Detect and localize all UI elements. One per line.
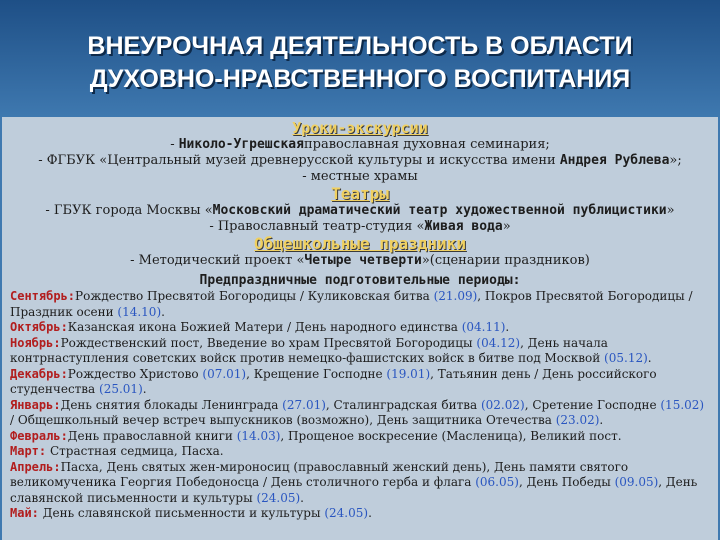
date-label: (23.02) bbox=[555, 413, 600, 427]
month-text: . bbox=[142, 382, 147, 396]
month-label: Ноябрь: bbox=[10, 335, 61, 350]
month-text: , Сталинградская битва bbox=[325, 397, 481, 412]
month-entry bbox=[10, 460, 710, 507]
month-text: . bbox=[161, 304, 165, 319]
date-label: (27.01) bbox=[282, 397, 326, 412]
content-panel bbox=[2, 117, 718, 540]
month-text: Пасха, День святых жен-мироносиц (православный женский день), День памяти святого великомученика Георгия Победоносца / День столичного герба и флага bbox=[10, 459, 629, 489]
month-label: Сентябрь: bbox=[10, 289, 76, 303]
month-text: Казанская икона Божией Матери / День народного единства bbox=[67, 320, 462, 334]
month-label: Март: bbox=[10, 444, 47, 458]
month-label: Февраль: bbox=[10, 428, 68, 443]
month-entry bbox=[10, 506, 710, 522]
excursion-item-seminary: - Николо-Угрешскаяправославная духовная семинария; bbox=[170, 137, 550, 152]
month-text: , Татьянин день / День российского студенчества bbox=[10, 366, 657, 396]
month-text: . bbox=[599, 413, 604, 427]
month-text: / Общешкольный вечер встреч выпускников (возможно), День защитника Отечества bbox=[10, 413, 556, 427]
month-text: , Сретение Господне bbox=[524, 397, 661, 412]
excursion-item-churches: - местные храмы bbox=[302, 169, 418, 184]
month-text: , День Победы bbox=[518, 475, 615, 489]
month-entry bbox=[10, 289, 710, 320]
month-entry bbox=[10, 320, 710, 336]
month-text: Рождественский пост, Введение во храм Пресвятой Богородицы bbox=[60, 335, 477, 350]
date-label: (04.11) bbox=[461, 320, 506, 334]
month-entry bbox=[10, 336, 710, 367]
date-label: (24.05) bbox=[324, 506, 369, 520]
month-label: Декабрь: bbox=[10, 366, 68, 381]
section-heading-theatres: Театры bbox=[331, 184, 389, 203]
date-label: (24.05) bbox=[256, 490, 301, 505]
month-text: Рождество Пресвятой Богородицы / Куликовская битва bbox=[75, 289, 434, 303]
month-text: День православной книги bbox=[67, 428, 237, 443]
month-text: Страстная седмица, Пасха. bbox=[46, 444, 224, 458]
date-label: (19.01) bbox=[386, 366, 431, 381]
month-text: . bbox=[300, 490, 304, 505]
excursion-item-museum: - ФГБУК «Центральный музей древнерусской культуры и искусства имени Андрея Рублева»; bbox=[38, 153, 682, 168]
month-text: , День начала контрнаступления советских войск против немецко-фашистских войск в битве под Москвой bbox=[10, 335, 608, 365]
section-heading-excursions: Уроки-экскурсии bbox=[292, 119, 428, 137]
month-text: Рождество Христово bbox=[67, 366, 203, 381]
month-text: , День славянской письменности и культуры bbox=[10, 475, 698, 505]
date-label: (07.01) bbox=[202, 366, 247, 381]
periods-heading: Предпраздничные подготовительные периоды: bbox=[199, 273, 521, 288]
month-text: . bbox=[505, 320, 510, 334]
date-label: (05.12) bbox=[604, 351, 648, 365]
month-text: . bbox=[368, 506, 372, 520]
section-heading-holidays: Общешкольные праздники bbox=[254, 234, 466, 253]
date-label: (06.05) bbox=[475, 475, 519, 489]
holiday-project: - Методический проект «Четыре четверти»(сценарии праздников) bbox=[130, 253, 590, 268]
section-holidays bbox=[2, 235, 718, 269]
date-label: (09.05) bbox=[614, 475, 659, 489]
date-label: (04.12) bbox=[476, 335, 521, 350]
title-line-2: ДУХОВНО-НРАВСТВЕННОГО ВОСПИТАНИЯ bbox=[89, 65, 631, 93]
month-label: Май: bbox=[10, 506, 39, 520]
month-text: , Покров Пресвятой Богородицы / Праздник осени bbox=[10, 289, 693, 319]
date-label: (15.02) bbox=[660, 397, 705, 412]
slide-title bbox=[20, 30, 700, 96]
date-label: (02.02) bbox=[480, 397, 525, 412]
month-label: Январь: bbox=[10, 397, 61, 412]
month-entry bbox=[10, 429, 710, 445]
date-label: (14.03) bbox=[236, 428, 281, 443]
month-entry bbox=[10, 398, 710, 429]
month-text: , Прощеное воскресение (Масленица), Великий пост. bbox=[280, 428, 622, 443]
month-text: , Крещение Господне bbox=[246, 366, 387, 381]
month-entry bbox=[10, 367, 710, 398]
month-label: Октябрь: bbox=[10, 320, 68, 334]
date-label: (25.01) bbox=[99, 382, 143, 396]
month-label: Апрель: bbox=[10, 459, 61, 474]
title-line-1: ВНЕУРОЧНАЯ ДЕЯТЕЛЬНОСТЬ В ОБЛАСТИ bbox=[87, 32, 633, 60]
month-text: . bbox=[647, 351, 652, 365]
theatre-item-drama: - ГБУК города Москвы «Московский драматический театр художественной публицистики» bbox=[45, 203, 675, 218]
section-excursions bbox=[2, 119, 718, 185]
date-label: (21.09) bbox=[433, 289, 478, 303]
theatre-item-living-water: - Православный театр-студия «Живая вода» bbox=[209, 219, 511, 234]
month-entry bbox=[10, 444, 710, 460]
month-text: День славянской письменности и культуры bbox=[38, 506, 325, 520]
months-list bbox=[2, 289, 718, 522]
section-theatres bbox=[2, 185, 718, 235]
month-text: День снятия блокады Ленинграда bbox=[60, 397, 283, 412]
date-label: (14.10) bbox=[117, 304, 162, 319]
